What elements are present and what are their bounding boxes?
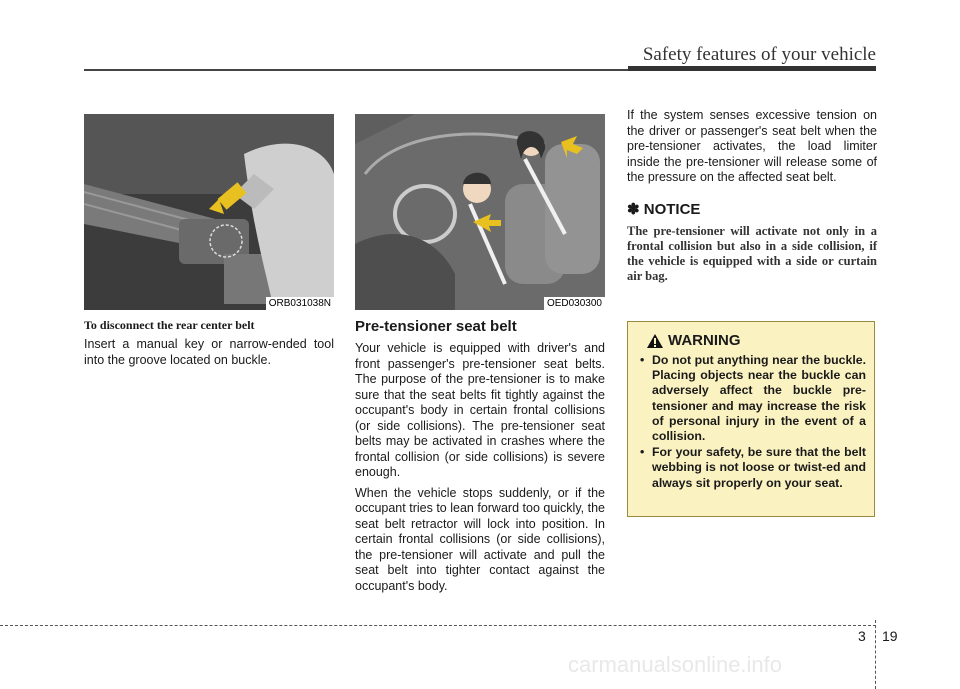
warning-icon xyxy=(646,333,664,349)
watermark: carmanualsonline.info xyxy=(568,652,783,677)
buckle-photo-graphic xyxy=(84,114,334,310)
figure-label: OED030300 xyxy=(544,297,605,310)
body-text: Insert a manual key or narrow-ended tool into the groove located on buckle. xyxy=(84,337,334,367)
warning-list xyxy=(638,353,866,491)
page-number: 19 xyxy=(882,628,898,644)
column-3 xyxy=(627,108,877,284)
footer-rule xyxy=(0,625,876,626)
header-rule-accent xyxy=(628,66,876,71)
body-text: If the system senses excessive tension on the driver or passenger's seat belt when the pre-tensioner activates, the load limiter inside the pre-tensioner will release some of the pressure on the affected seat belt. xyxy=(627,108,877,184)
footer-divider xyxy=(875,620,876,689)
figure-caption: To disconnect the rear center belt xyxy=(84,318,255,332)
warning-header xyxy=(646,332,866,349)
column-1 xyxy=(84,114,334,373)
body-paragraph-1: Your vehicle is equipped with driver's and front passenger's pre-tensioner seat belts. The purpose of the pre-tensioner is to make sure that the seat belts fit tightly against the occupant's body in certain frontal collisions (or side collisions). The pre-tensioner seat belts may be activated in crashes where the frontal collision (or side collisions) is severe enough. xyxy=(355,341,605,479)
buckle-photo xyxy=(84,114,334,310)
notice-text: The pre-tensioner will activate not only in a frontal collision but also in a side collision, if the vehicle is equipped with a side or curtain air bag. xyxy=(627,223,877,283)
warning-item: • For your safety, be sure that the belt webbing is not loose or twist-ed and always sit properly on your seat. xyxy=(638,445,866,491)
notice-heading: ✽ NOTICE xyxy=(627,200,701,218)
section-heading: Pre-tensioner seat belt xyxy=(355,318,517,335)
warning-item: • Do not put anything near the buckle. Placing objects near the buckle can adversely affect the buckle pre-tensioner and may increase the risk of personal injury in the event of a collision. xyxy=(638,353,866,444)
figure-label: ORB031038N xyxy=(266,297,334,310)
warning-title: WARNING xyxy=(668,332,741,349)
pretensioner-illustration-graphic xyxy=(355,114,605,310)
section-title: Safety features of your vehicle xyxy=(642,44,876,65)
column-2 xyxy=(355,114,605,599)
pretensioner-illustration xyxy=(355,114,605,310)
warning-box xyxy=(627,321,875,517)
chapter-number: 3 xyxy=(858,628,866,644)
body-paragraph-2: When the vehicle stops suddenly, or if the occupant tries to lean forward too quickly, the seat belt retractor will lock into position. In certain frontal collisions (or side collisions), the pre-tensioner will activate and pull the seat belt into tighter contact against the occupant's body. xyxy=(355,485,605,593)
